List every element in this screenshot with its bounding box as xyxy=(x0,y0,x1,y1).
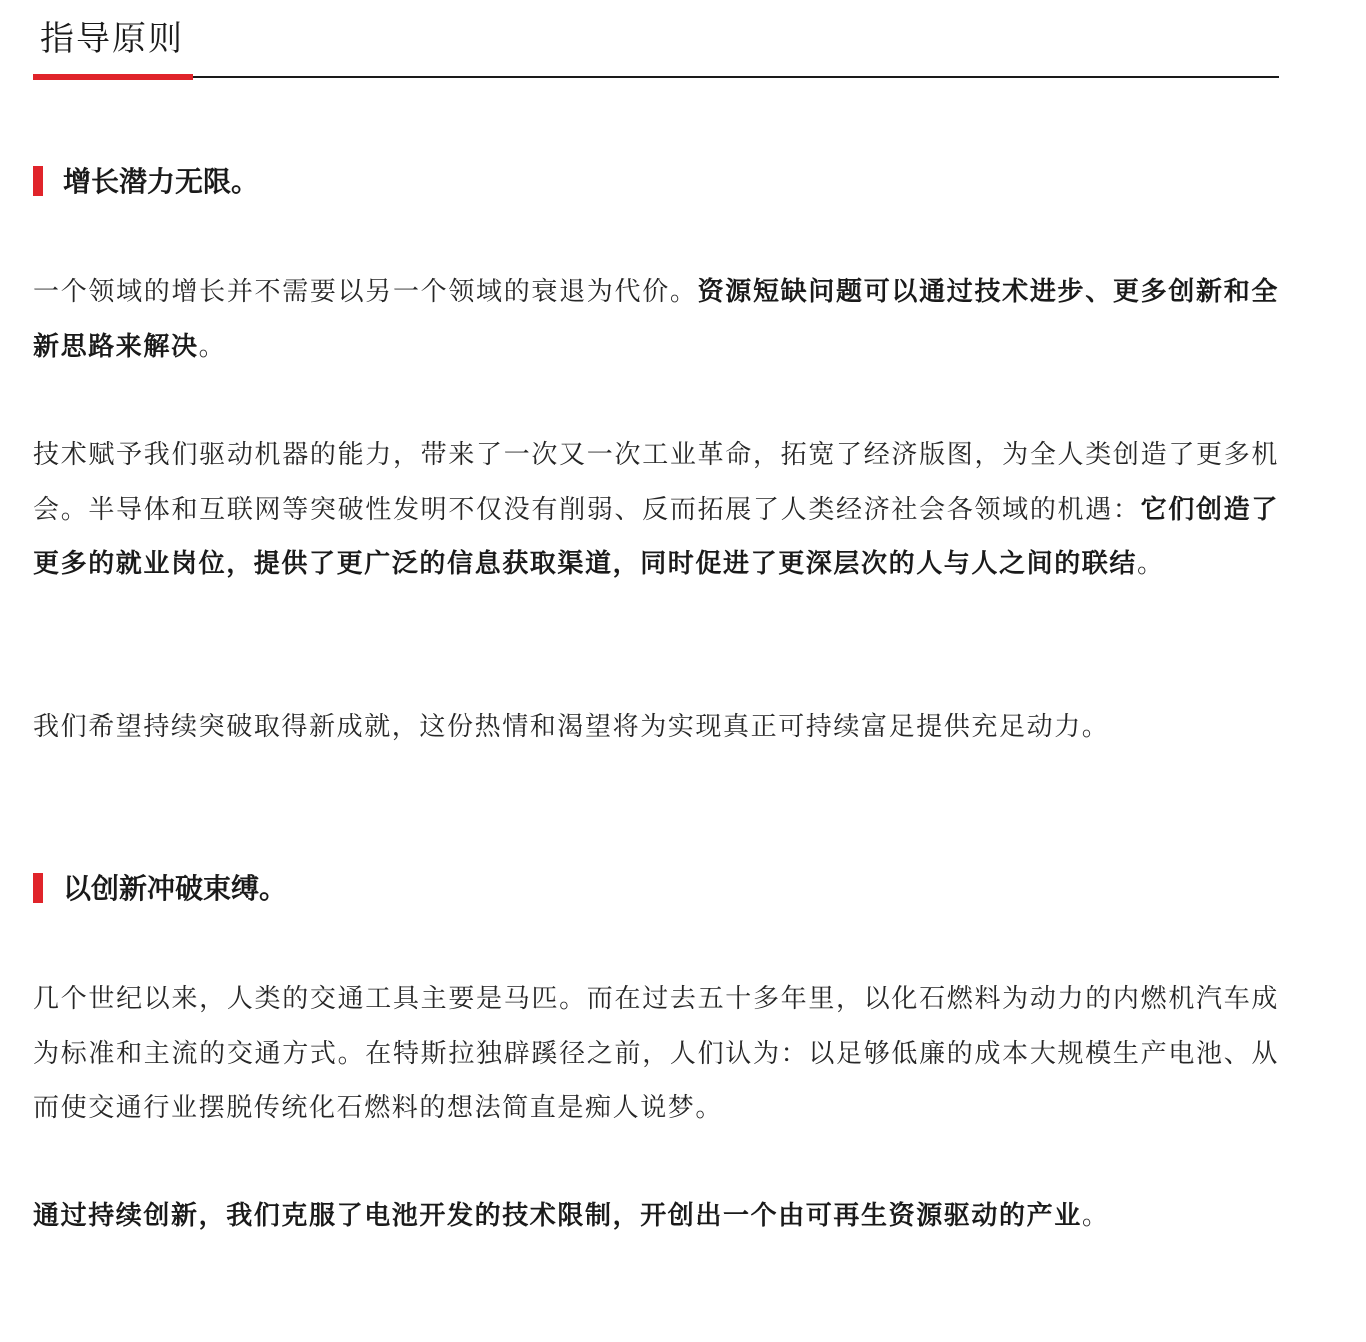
paragraph xyxy=(33,428,1279,592)
section-heading-text: 以创新冲破束缚。 xyxy=(63,872,288,905)
paragraph xyxy=(33,1189,1279,1244)
section-heading-growth xyxy=(33,162,259,202)
paragraph-emphasis: 它们创造了更多的就业岗位，提供了更广泛的信息获取渠道，同时促进了更深层次的人与人之间的联结 xyxy=(33,494,1279,579)
heading-marker-icon xyxy=(33,166,43,196)
page-title: 指导原则 xyxy=(40,19,184,59)
paragraph-emphasis: 通过持续创新，我们克服了电池开发的技术限制，开创出一个由可再生资源驱动的产业 xyxy=(33,1201,1082,1231)
paragraph-text: 几个世纪以来，人类的交通工具主要是马匹。而在过去五十多年里，以化石燃料为动力的内燃机汽车成为标准和主流的交通方式。在特斯拉独辟蹊径之前，人们认为：以足够低廉的成本大规模生产电池、从而使交通行业摆脱传统化石燃料的想法简直是痴人说梦。 xyxy=(33,984,1279,1123)
section-heading-innovation xyxy=(33,869,287,909)
paragraph-text: 技术赋予我们驱动机器的能力，带来了一次又一次工业革命，拓宽了经济版图，为全人类创造了更多机会。半导体和互联网等突破性发明不仅没有削弱、反而拓展了人类经济社会各领域的机遇： xyxy=(33,440,1279,525)
paragraph-text: 一个领域的增长并不需要以另一个领域的衰退为代价。 xyxy=(33,277,698,307)
paragraph-text: 我们希望持续突破取得新成就，这份热情和渴望将为实现真正可持续富足提供充足动力。 xyxy=(33,712,1110,742)
paragraph xyxy=(33,265,1279,374)
title-accent-bar xyxy=(33,74,193,80)
section-heading-text: 增长潜力无限。 xyxy=(63,165,260,198)
paragraph-emphasis: 资源短缺问题可以通过技术进步、更多创新和全新思路来解决 xyxy=(33,277,1279,362)
heading-marker-icon xyxy=(33,873,43,903)
paragraph xyxy=(33,972,1279,1136)
paragraph-tail: 。 xyxy=(198,331,227,362)
paragraph-tail: 。 xyxy=(1137,549,1165,579)
title-divider xyxy=(33,76,1279,78)
paragraph xyxy=(33,700,1279,755)
paragraph-tail: 。 xyxy=(1081,1201,1110,1231)
